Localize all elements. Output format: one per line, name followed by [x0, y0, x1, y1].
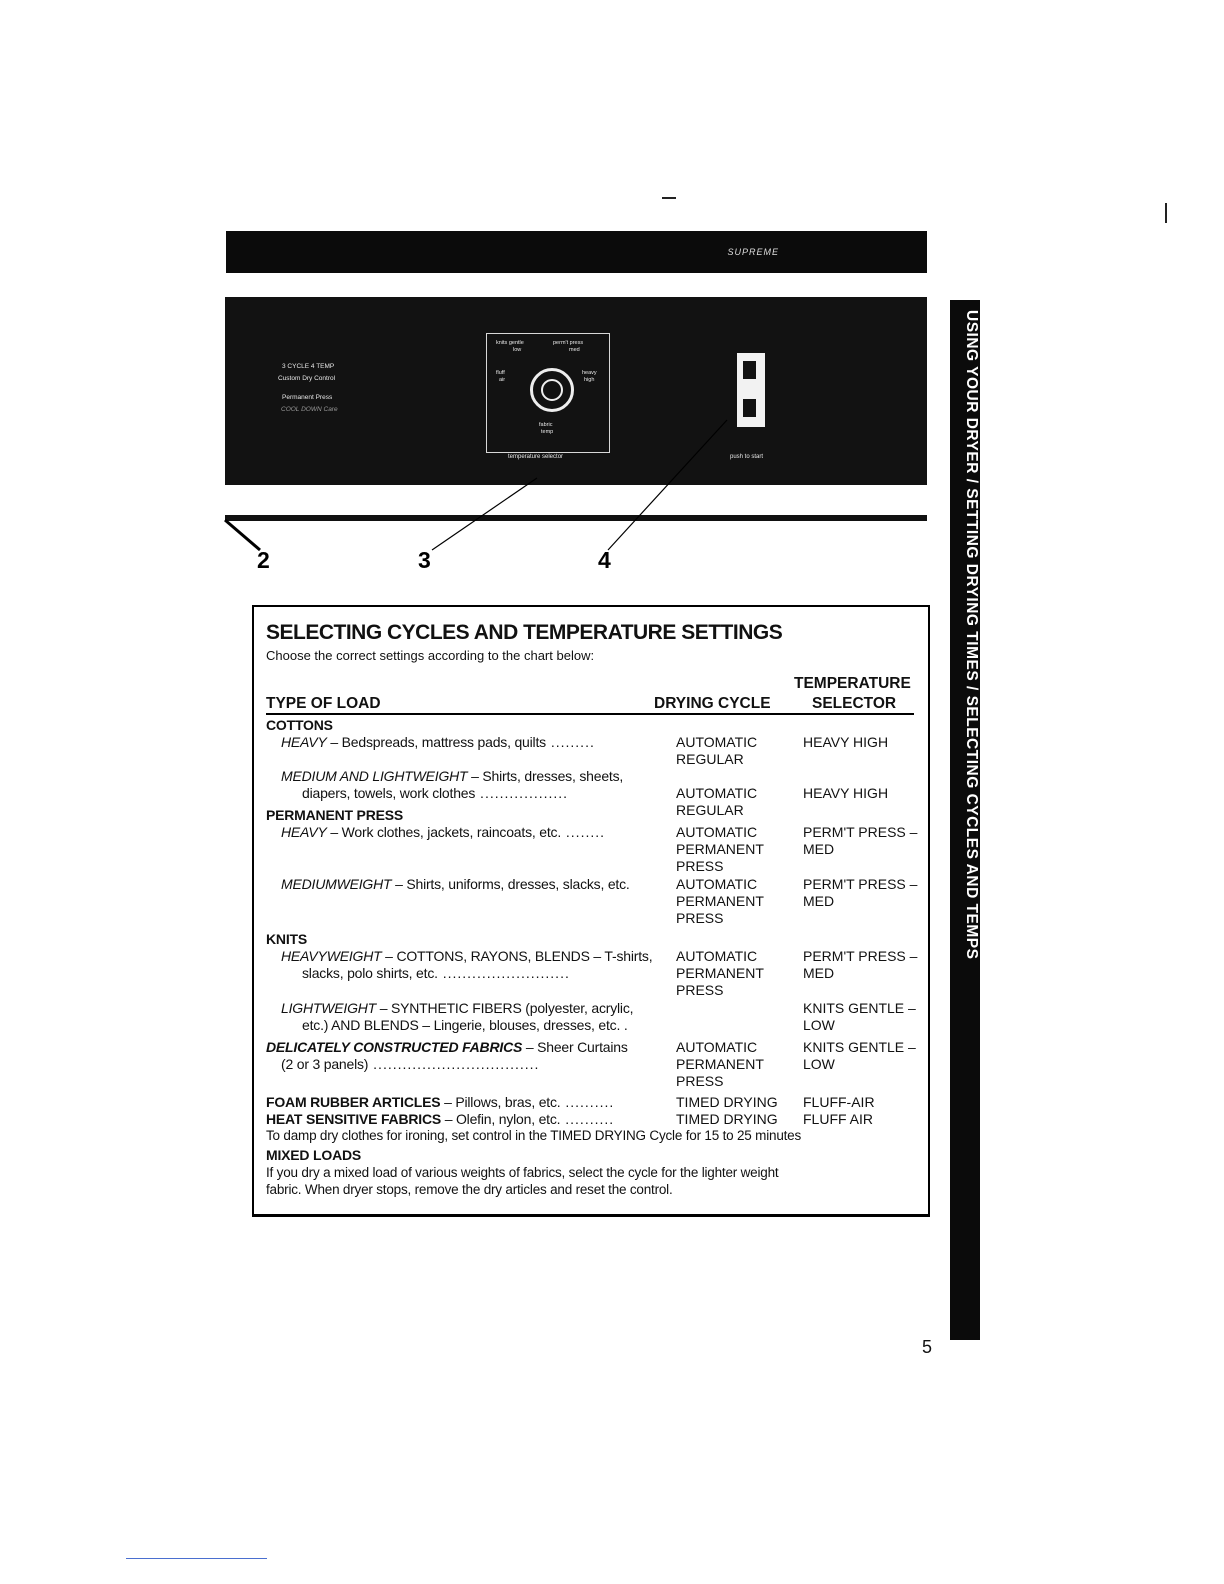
mixed-loads-heading: MIXED LOADS: [266, 1147, 362, 1163]
mixed-loads-text-2: fabric. When dryer stops, remove the dry articles and reset the control.: [266, 1182, 673, 1197]
header-temperature: TEMPERATURE: [794, 675, 911, 692]
page-number: 5: [922, 1337, 933, 1357]
temp-knits-light: KNITS GENTLE – LOW: [803, 1000, 916, 1033]
category-permanent-press: PERMANENT PRESS: [266, 807, 404, 823]
header-drying-cycle: DRYING CYCLE: [654, 695, 771, 712]
row-cottons-medium-cont: diapers, towels, work clothes ..................: [302, 785, 569, 801]
row-knits-light: LIGHTWEIGHT – SYNTHETIC FIBERS (polyester, acrylic,: [281, 1000, 634, 1016]
callout-2: 2: [257, 547, 270, 573]
callout-4: 4: [598, 547, 611, 573]
temp-delicate: KNITS GENTLE – LOW: [803, 1039, 916, 1072]
mixed-loads-text-1: If you dry a mixed load of various weights of fabrics, select the cycle for the lighter weight: [266, 1165, 779, 1180]
category-knits: KNITS: [266, 931, 308, 947]
cycle-pp-heavy: AUTOMATIC PERMANENT PRESS: [676, 824, 764, 874]
row-cottons-heavy: HEAVY – Bedspreads, mattress pads, quilts .........: [281, 734, 595, 750]
section-title: SELECTING CYCLES AND TEMPERATURE SETTINGS: [266, 621, 783, 644]
row-knits-heavy-cont: slacks, polo shirts, etc. ..........................: [302, 965, 570, 981]
footnote-rule: [126, 1558, 267, 1559]
side-tab-label: USING YOUR DRYER / SETTING DRYING TIMES / SELECTING CYCLES AND TEMPS: [963, 310, 980, 960]
temp-cottons-medium: HEAVY HIGH: [803, 785, 889, 801]
side-section-tab: [950, 300, 980, 1340]
row-foam: FOAM RUBBER ARTICLES – Pillows, bras, etc. ..........: [266, 1094, 615, 1110]
temp-foam: FLUFF-AIR: [803, 1094, 875, 1110]
cycle-cottons-heavy: AUTOMATIC REGULAR: [676, 734, 758, 767]
callout-pointer-lines: [200, 380, 760, 580]
scan-mark: [662, 197, 676, 199]
dial-label-fluff: fluff: [496, 370, 505, 376]
dial-label-high: high: [584, 377, 595, 383]
temp-pp-heavy: PERM'T PRESS – MED: [803, 824, 918, 857]
callout-3: 3: [418, 547, 431, 573]
dial-label-permpress: perm't press: [553, 340, 584, 346]
cycle-foam: TIMED DRYING: [676, 1094, 778, 1110]
panel-label-cycle: 3 CYCLE 4 TEMP: [282, 363, 335, 370]
settings-chart-box: [252, 605, 930, 1217]
temp-knits-heavy: PERM'T PRESS – MED: [803, 948, 918, 981]
dial-label-heavy: heavy: [582, 370, 597, 376]
row-delicate: DELICATELY CONSTRUCTED FABRICS – Sheer Curtains: [266, 1039, 628, 1055]
brand-label: SUPREME: [727, 247, 779, 257]
damp-dry-note: To damp dry clothes for ironing, set control in the TIMED DRYING Cycle for 15 to 25 minutes: [266, 1128, 802, 1143]
cycle-pp-medium: AUTOMATIC PERMANENT PRESS: [676, 876, 764, 926]
dial-label-fabric: fabric: [539, 422, 553, 428]
dial-label-air: air: [499, 377, 506, 383]
cycle-knits-heavy: AUTOMATIC PERMANENT PRESS: [676, 948, 764, 998]
temp-pp-medium: PERM'T PRESS – MED: [803, 876, 918, 909]
panel-label-permpress: Permanent Press: [282, 394, 333, 401]
temp-heat: FLUFF AIR: [803, 1111, 874, 1127]
cycle-delicate: AUTOMATIC PERMANENT PRESS: [676, 1039, 764, 1089]
panel-label-custom: Custom Dry Control: [278, 375, 336, 382]
row-cottons-medium: MEDIUM AND LIGHTWEIGHT – Shirts, dresses, sheets,: [281, 768, 624, 784]
margin-mark: [1165, 203, 1167, 223]
category-cottons: COTTONS: [266, 717, 333, 733]
header-selector: SELECTOR: [812, 695, 897, 712]
top-banner: [226, 231, 927, 273]
cycle-cottons-medium: AUTOMATIC REGULAR: [676, 785, 758, 818]
row-delicate-cont: (2 or 3 panels) ..................................: [281, 1056, 540, 1072]
row-knits-heavy: HEAVYWEIGHT – COTTONS, RAYONS, BLENDS – T-shirts,: [281, 948, 653, 964]
cycle-heat: TIMED DRYING: [676, 1111, 778, 1127]
temp-cottons-heavy: HEAVY HIGH: [803, 734, 889, 750]
section-intro: Choose the correct settings according to the chart below:: [266, 648, 595, 663]
dial-label-temp: temp: [541, 429, 554, 435]
panel-label-cooldown: COOL DOWN Care: [281, 406, 338, 413]
dial-label-med: med: [569, 347, 580, 353]
header-type-of-load: TYPE OF LOAD: [266, 695, 381, 712]
row-pp-medium: MEDIUMWEIGHT – Shirts, uniforms, dresses, slacks, etc.: [281, 876, 630, 892]
dial-caption: temperature selector: [508, 454, 564, 460]
button-caption: push to start: [730, 454, 764, 460]
header-rule: [266, 713, 914, 715]
row-knits-light-cont: etc.) AND BLENDS – Lingerie, blouses, dresses, etc. .: [302, 1017, 628, 1033]
dial-label-low: low: [513, 347, 522, 353]
row-pp-heavy: HEAVY – Work clothes, jackets, raincoats, etc. ........: [281, 824, 606, 840]
row-heat: HEAT SENSITIVE FABRICS – Olefin, nylon, etc. ..........: [266, 1111, 615, 1127]
dial-label-knits: knits gentle: [496, 340, 524, 346]
